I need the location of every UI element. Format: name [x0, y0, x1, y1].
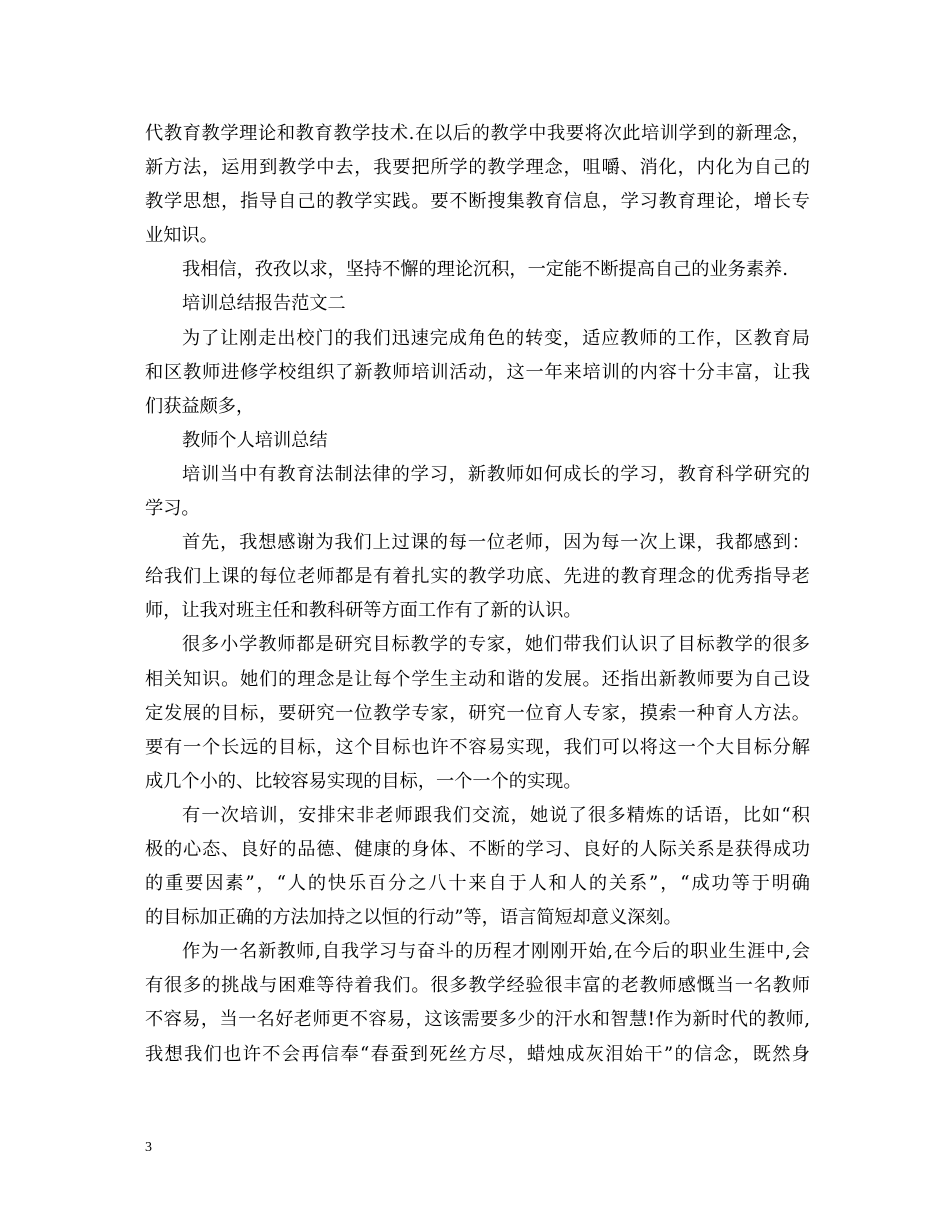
text-line: 培训当中有教育法制法律的学习，新教师如何成长的学习，教育科学研究的 — [182, 463, 810, 485]
text-line: 学习。 — [145, 498, 200, 520]
text-line: 我相信，孜孜以求，坚持不懈的理论沉积，一定能不断提高自己的业务素养. — [182, 259, 788, 281]
text-line: 要有一个长远的目标，这个目标也许不容易实现，我们可以将这一个大目标分解 — [145, 736, 810, 758]
body-text — [145, 117, 810, 1072]
text-line: 为了让刚走出校门的我们迅速完成角色的转变，适应教师的工作，区教育局 — [182, 327, 810, 349]
text-line: 们获益颇多， — [145, 395, 255, 417]
text-line: 不容易，当一名好老师更不容易，这该需要多少的汗水和智慧!作为新时代的教师, — [145, 1009, 810, 1031]
text-line: 业知识。 — [145, 225, 218, 247]
text-line: 的目标加正确的方法加持之以恒的行动”等，语言简短却意义深刻。 — [145, 907, 682, 929]
text-line: 代教育教学理论和教育教学技术.在以后的教学中我要将次此培训学到的新理念， — [145, 123, 810, 144]
text-line: 我想我们也许不会再信奉“春蚕到死丝方尽，蜡烛成灰泪始干”的信念，既然身 — [145, 1043, 810, 1065]
text-line: 的重要因素”，“人的快乐百分之八十来自于人和人的关系”，“成功等于明确 — [145, 873, 810, 895]
text-line: 有一次培训，安排宋非老师跟我们交流，她说了很多精炼的话语，比如“积 — [182, 804, 810, 826]
page-number: 3 — [145, 1140, 152, 1155]
text-line: 极的心态、良好的品德、健康的身体、不断的学习、良好的人际关系是获得成功 — [145, 838, 810, 860]
text-line: 新方法，运用到教学中去，我要把所学的教学理念，咀嚼、消化，内化为自己的 — [145, 157, 810, 179]
text-line: 成几个小的、比较容易实现的目标，一个一个的实现。 — [145, 770, 582, 792]
text-line: 作为一名新教师,自我学习与奋斗的历程才刚刚开始,在今后的职业生涯中,会 — [182, 941, 810, 963]
text-line: 给我们上课的每位老师都是有着扎实的教学功底、先进的教育理念的优秀指导老 — [145, 566, 810, 588]
text-line: 师，让我对班主任和教科研等方面工作有了新的认识。 — [145, 600, 582, 622]
text-line: 教学思想，指导自己的教学实践。要不断搜集教育信息，学习教育理论，增长专 — [145, 191, 810, 213]
text-line: 有很多的挑战与困难等待着我们。很多教学经验很丰富的老教师感慨当一名教师 — [145, 975, 810, 997]
text-line: 首先，我想感谢为我们上过课的每一位老师，因为每一次上课，我都感到： — [182, 532, 810, 554]
section-heading: 教师个人培训总结 — [182, 429, 328, 451]
text-line: 和区教师进修学校组织了新教师培训活动，这一年来培训的内容十分丰富，让我 — [145, 361, 810, 383]
text-line: 很多小学教师都是研究目标教学的专家，她们带我们认识了目标教学的很多 — [182, 634, 810, 656]
section-heading: 培训总结报告范文二 — [182, 293, 346, 315]
text-line: 相关知识。她们的理念是让每个学生主动和谐的发展。还指出新教师要为自己设 — [145, 668, 810, 690]
text-line: 定发展的目标，要研究一位教学专家，研究一位育人专家，摸索一种育人方法。 — [145, 702, 810, 724]
